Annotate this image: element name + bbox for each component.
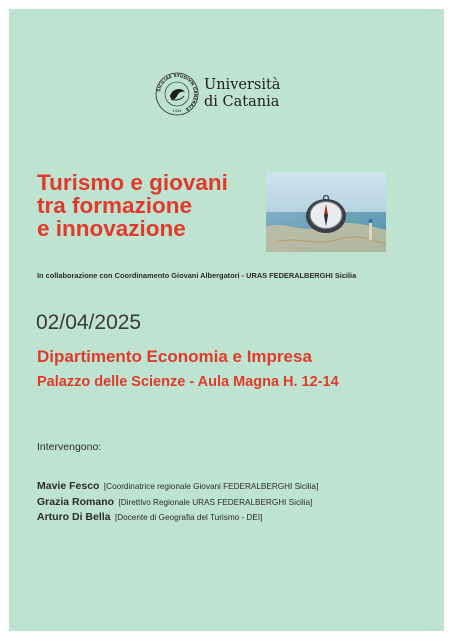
svg-text:SICILIAE STUDIVM GENERALE: SICILIAE STUDIVM GENERALE [156, 72, 199, 113]
compass-photo [266, 172, 386, 252]
title-line-2: tra formazione [37, 193, 193, 218]
svg-text:1434: 1434 [172, 109, 182, 113]
speaker-name: Arturo Di Bella [37, 511, 111, 523]
speaker-role: [Coordinatrice regionale Giovani FEDERALBERGHI Sicilia] [103, 482, 319, 491]
speakers-heading: Intervengono: [37, 441, 102, 453]
speakers-list [37, 476, 318, 523]
speaker-role: [Docente di Geografia del Turismo - DEI] [114, 513, 263, 522]
collaboration-note: In collaborazione con Coordinamento Giovani Albergatori - URAS FEDERALBERGHI Sicilia [37, 271, 357, 280]
speaker-role: [Direttivo Regionale URAS FEDERALBERGHI Sicilia] [118, 497, 313, 507]
speaker-name: Mavie Fesco [37, 480, 100, 492]
university-name-line1: Università [204, 77, 281, 93]
university-name-line2: di Catania [204, 94, 280, 110]
event-date: 02/04/2025 [36, 311, 142, 334]
title-line-1: Turismo e giovani [37, 170, 228, 195]
speaker-name: Grazia Romano [37, 495, 115, 508]
university-name [204, 77, 280, 111]
venue-department: Dipartimento Economia e Impresa [37, 347, 312, 366]
venue-location: Palazzo delle Scienze - Aula Magna H. 12-14 [37, 374, 339, 390]
university-logo [155, 72, 285, 118]
speaker-item [37, 507, 318, 523]
speaker-item [37, 476, 318, 492]
event-title [37, 171, 267, 240]
speaker-item [37, 492, 318, 508]
title-line-3: e innovazione [37, 216, 186, 241]
university-seal-icon [155, 72, 199, 116]
